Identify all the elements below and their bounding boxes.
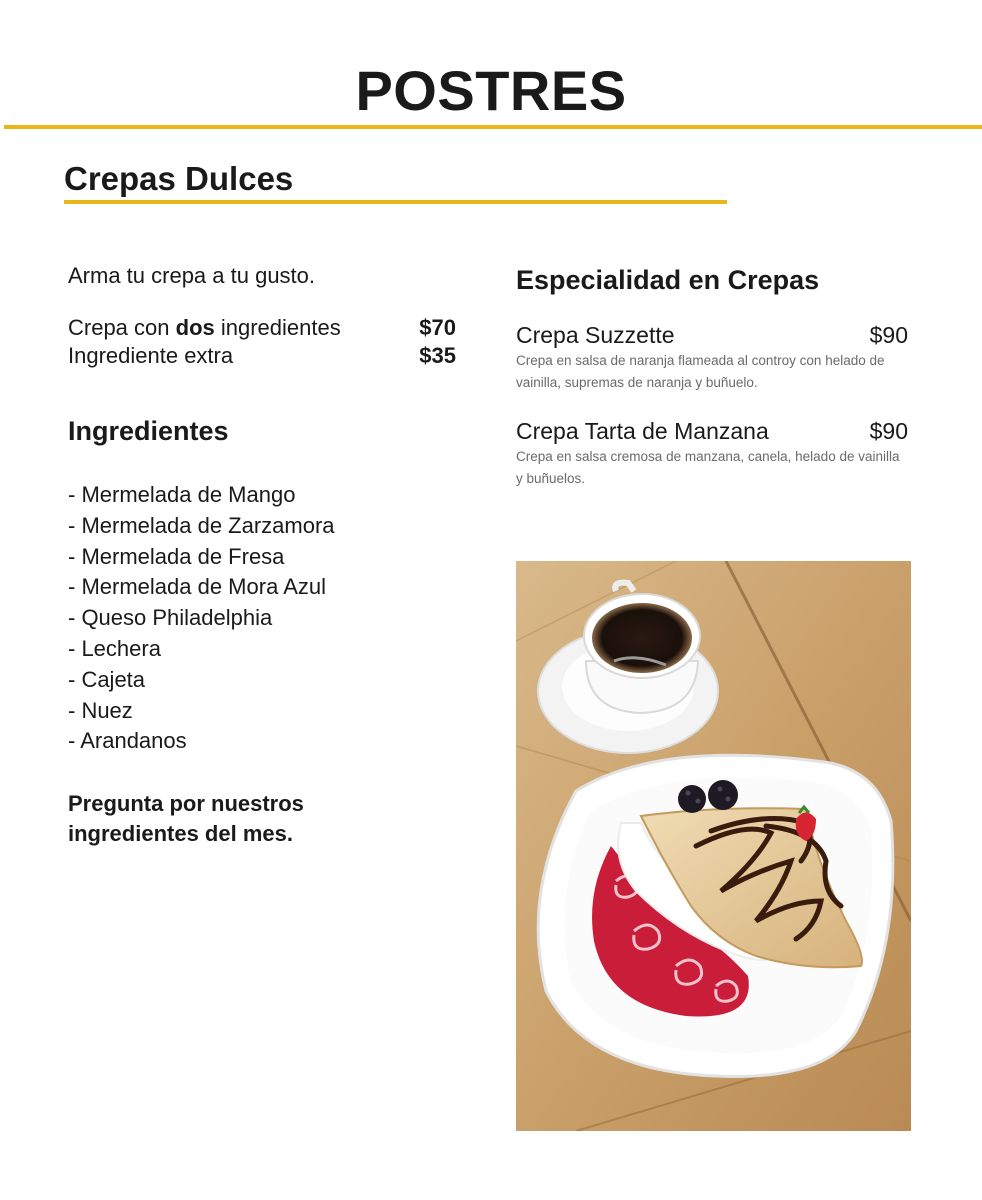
build-price-table — [68, 314, 468, 370]
list-item: - Mermelada de Mango — [68, 482, 296, 507]
list-item: - Cajeta — [68, 666, 146, 692]
menu-item-crepa-suzzette — [516, 320, 908, 394]
build-your-crepe-column — [68, 260, 468, 849]
price-row-extra-ingredient — [68, 342, 456, 370]
price-row-two-ingredients — [68, 314, 456, 342]
list-item: - Lechera — [68, 635, 161, 661]
ingredients-list — [68, 480, 468, 757]
item-price: $90 — [869, 418, 908, 444]
menu-item-crepa-tarta-manzana — [516, 416, 908, 490]
ingredients-title: Ingredientes — [68, 416, 229, 446]
list-item: - Arandanos — [68, 728, 187, 754]
price-label: Ingrediente extra — [68, 343, 234, 368]
build-intro: Arma tu crepa a tu gusto. — [68, 263, 316, 288]
list-item: - Nuez — [68, 697, 133, 723]
crepe-photo — [516, 561, 911, 1131]
monthly-ingredients-note: Pregunta por nuestros ingredientes del mes. — [68, 791, 304, 847]
section-divider — [64, 200, 727, 204]
list-item: - Queso Philadelphia — [68, 605, 273, 631]
page-title: POSTRES — [355, 59, 627, 122]
price-amount: $35 — [419, 343, 456, 368]
price-label: Crepa con dos ingredientes — [68, 315, 341, 340]
list-item: - Mermelada de Mora Azul — [68, 574, 326, 600]
item-price: $90 — [869, 322, 908, 348]
item-description: Crepa en salsa cremosa de manzana, canela, helado de vainilla y buñuelos. — [516, 449, 900, 486]
crepe-photo-illustration — [516, 561, 911, 1131]
specialties-column — [516, 260, 908, 490]
list-item: - Mermelada de Fresa — [68, 543, 285, 569]
list-item: - Mermelada de Zarzamora — [68, 512, 335, 538]
title-divider — [4, 125, 982, 129]
section-title: Crepas Dulces — [64, 160, 294, 197]
item-name: Crepa Tarta de Manzana — [516, 418, 769, 444]
price-amount: $70 — [419, 315, 456, 340]
item-description: Crepa en salsa de naranja flameada al controy con helado de vainilla, supremas de naranja y buñuelo. — [516, 353, 885, 390]
specialties-title: Especialidad en Crepas — [516, 265, 820, 295]
item-name: Crepa Suzzette — [516, 322, 675, 348]
